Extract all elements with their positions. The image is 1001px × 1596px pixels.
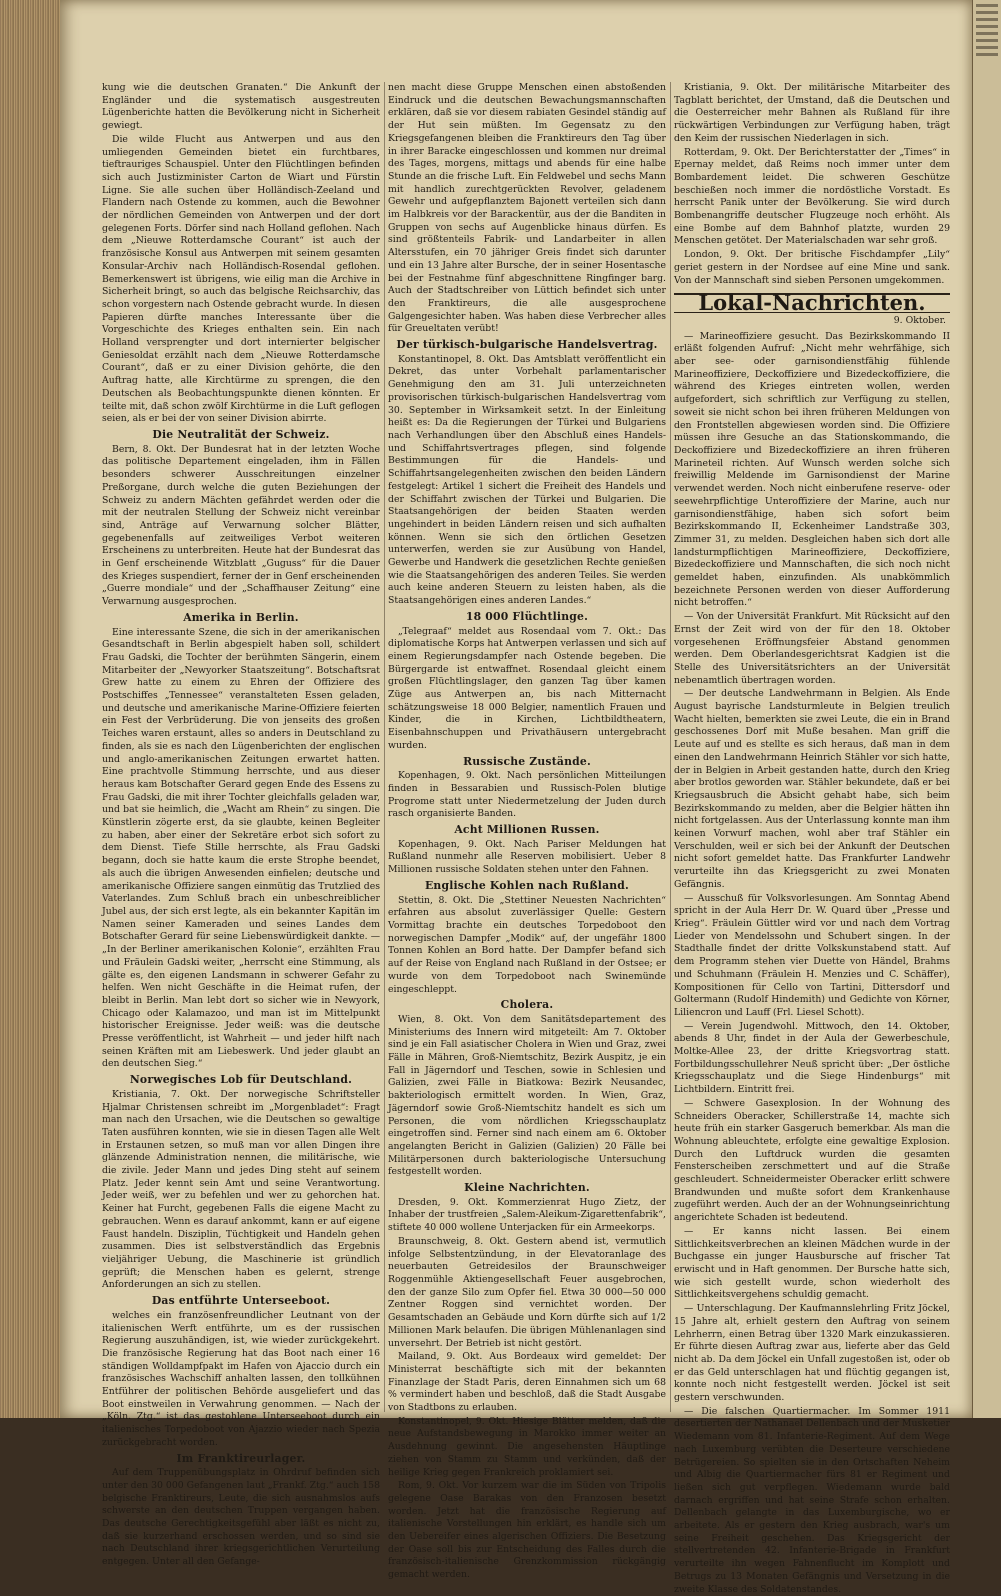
article-text: Dresden, 9. Okt. Kommerzienrat Hugo Zietz, der Inhaber der trustfreien „Salem-Aleikum-Zigarettenfabrik“, stiftete 40 000 wollene Unterjacken für ein Armeekorps. bbox=[388, 1196, 666, 1234]
article-text: Konstantinopel, 9. Okt. Hiesige Blätter melden, daß die neue Aufstandsbewegung in Marokko immer weiter an Ausdehnung gewinnt. Die angesehensten Häuptlinge ziehen von Stamm zu Stamm und verkünden, daß der heilige Krieg gegen Frankreich proklamiert sei. bbox=[388, 1415, 666, 1478]
column-2 bbox=[388, 82, 666, 1581]
headline: Acht Millionen Russen. bbox=[454, 823, 600, 837]
article-text: Konstantinopel, 8. Okt. Das Amtsblatt veröffentlicht ein Dekret, das unter Vorbehalt parlamentarischer Genehmigung den am 31. Juli unterzeichneten provisorischen türkisch-bulgarischen Handelsvertrag vom 30. September in Wirksamkeit setzt. In der Einleitung heißt es: Da die Regierungen der Türkei und Bulgariens nach Verhandlungen über den Abschluß eines Handels- und Schiffahrtsvertrages pflegen, sind folgende Bestimmungen für die Handels- und Schiffahrtsangelegenheiten zwischen den beiden Ländern festgelegt: Artikel 1 sichert die Freiheit des Handels und der Schiffahrt zwischen der Türkei und Bulgarien. Die Staatsangehörigen der beiden Staaten werden ungehindert in beiden Ländern reisen und sich aufhalten können. Wenn sie sich den örtlichen Gesetzen unterwerfen, werden sie zur Ausübung von Handel, Gewerbe und Handwerk die gesetzlichen Rechte genießen wie die Staatsangehörigen des anderen Teiles. Sie werden auch keine anderen Steuern zu leisten haben, als die Staatsangehörigen eines anderen Landes.“ bbox=[388, 353, 666, 607]
article-text: — Ausschuß für Volksvorlesungen. Am Sonntag Abend spricht in der Aula Herr Dr. W. Quard über „Presse und Krieg“. Fräulein Güttler wird vor und nach dem Vortrag Lieder von Mendelssohn und Schubert singen. In der Stadthalle findet der dritte Volkskunstabend statt. Auf dem Programm stehen vier Duette von Händel, Brahms und Schuhmann (Fräulein H. Menzies und C. Schäffer), Kompositionen für Cello von Tartini, Dittersdorf und Goltermann (Rudolf Hindemith) und Gedichte von Körner, Liliencron und Lauff (Frl. Liesel Schott). bbox=[674, 892, 950, 1018]
article-text: Braunschweig, 8. Okt. Gestern abend ist, vermutlich infolge Selbstentzündung, in der Elevatoranlage des neuerbauten Getreidesilos der Braunschweiger Roggenmühle Aktiengesellschaft Feuer ausgebrochen, den der ganze Silo zum Opfer fiel. Etwa 30 000—50 000 Zentner Roggen sind vernichtet worden. Der Gesamtschaden an Gebäude und Korn dürfte sich auf 1/2 Millionen Mark belaufen. Die übrigen Mühlenanlagen sind unversehrt. Der Betrieb ist nicht gestört. bbox=[388, 1235, 666, 1349]
article-text: „Telegraaf“ meldet aus Rosendaal vom 7. Okt.: Das diplomatische Korps hat Antwerpen verlassen und sich auf einem Regierungsdampfer nach Ostende begeben. Die Bürgergarde ist entwaffnet. Rosendaal gleicht einem großen Flüchtlingslager, den ganzen Tag über kamen Züge aus Antwerpen an, bis nach Mitternacht schätzungsweise 18 000 Belgier, namentlich Frauen und Kinder, die in Kirchen, Lichtbildtheatern, Eisenbahnschuppen und Privathäusern untergebracht wurden. bbox=[388, 625, 666, 751]
headline: Im Franktireurlager. bbox=[176, 1451, 306, 1465]
column-3 bbox=[674, 82, 950, 1595]
section-title: Lokal-Nachrichten. bbox=[674, 293, 950, 313]
article-text: Kopenhagen, 9. Okt. Nach Pariser Meldungen hat Rußland nunmehr alle Reserven mobilisiert. Ueber 8 Millionen russische Soldaten stehen unter den Fahnen. bbox=[388, 838, 666, 876]
article-text: London, 9. Okt. Der britische Fischdampfer „Lily“ geriet gestern in der Nordsee auf eine Mine und sank. Von der Mannschaft sind sieben Personen umgekommen. bbox=[674, 249, 950, 286]
article-text: — Von der Universität Frankfurt. Mit Rücksicht auf den Ernst der Zeit wird von der für den 18. Oktober vorgesehenen Eröffnungsfeier Abstand genommen werden. Dem Oberlandesgerichtsrat Kadgien ist die Stelle des Universitätsrichters an der Universität nebenamtlich übertragen worden. bbox=[674, 611, 950, 686]
article-text: Kopenhagen, 9. Okt. Nach persönlichen Mitteilungen finden in Bessarabien und Russisch-Polen blutige Progrome statt unter Niedermetzelung der Juden durch rasch organisierte Banden. bbox=[388, 770, 666, 820]
column-rule bbox=[384, 82, 385, 1412]
article-text: — Verein Jugendwohl. Mittwoch, den 14. Oktober, abends 8 Uhr, findet in der Aula der Gewerbeschule, Moltke-Allee 23, der dritte Kriegsvortrag statt. Fortbildungsschullehrer Neuß spricht über: „Der östliche Kriegsschauplatz und die Siege Hindenburgs“ mit Lichtbildern. Eintritt frei. bbox=[674, 1020, 950, 1096]
headline: Amerika in Berlin. bbox=[183, 610, 299, 624]
article-text: — Schwere Gasexplosion. In der Wohnung des Schneiders Oberacker, Schillerstraße 14, machte sich heute früh ein starker Gasgeruch bemerkbar. Als man die Wohnung ableuchtete, erfolgte eine gewaltige Explosion. Durch den Luftdruck wurden die gesamten Fensterscheiben zerschmettert und auf die Straße geschleudert. Schneidermeister Oberacker erlitt schwere Brandwunden und mußte sofort dem Krankenhause zugeführt werden. Auch der an der Wohnungseinrichtung angerichtete Schaden ist bedeutend. bbox=[674, 1097, 950, 1224]
article-text: — Die falschen Quartiermacher. Im Sommer 1911 desertierten der Nathanael Dellenbach und der Musketier Wiedemann vom 81. Infanterie-Regiment. Auf dem Wege nach Luxemburg verübten die Deserteure verschiedene Betrügereien. So spielten sie in den Ortschaften Neheim und Albig die Quartiermacher fürs 81 er Regiment und ließen sich gut verpflegen. Wiedemann wurde bald darnach ergriffen und hat seine Strafe schon erhalten. Dellenbach gelangte in das Luxemburgische, wo er arbeitete. Als er gestern den Krieg ausbrach, war's um seine Freiheit geschehen. Das Kriegsgericht der stellvertretenden 42. Infanterie-Brigade in Frankfurt verurteilte ihn wegen Fahnenflucht im Komplott und Betrugs zu 13 Monaten Gefängnis und Versetzung in die zweite Klasse des Soldatenstandes. bbox=[674, 1405, 950, 1595]
headline: Englische Kohlen nach Rußland. bbox=[424, 878, 630, 892]
article-text: Kristiania, 7. Okt. Der norwegische Schriftsteller Hjalmar Christensen schreibt im „Morgenbladet“: Fragt man nach den Ursachen, wie die Deutschen so gewaltige Taten ausführen konnten, wie sie in diesen Tagen alle Welt in Erstaunen setzen, so muß man vor allen Dingen ihre glänzende Administration nennen, die militärische, wie die zivile. Jeder Mann und jedes Ding steht auf seinem Platz. Jeder kennt sein Amt und seine Verantwortung. Jeder weiß, wer zu befehlen und wer zu gehorchen hat. Keiner hat Furcht, gegebenen Falls die eigene Macht zu gebrauchen. Wenn es darauf ankommt, kann er auf eigene Faust handeln. Disziplin, Tüchtigkeit und Handeln gehen zusammen. Dies ist selbstverständlich das Ergebnis vieljähriger Uebung, die Maschinerie ist gründlich geprüft; die Menschen haben es gelernt, strenge Anforderungen an sich zu stellen. bbox=[102, 1088, 380, 1291]
headline: 18 000 Flüchtlinge. bbox=[465, 609, 589, 623]
article-text: Eine interessante Szene, die sich in der amerikanischen Gesandtschaft in Berlin abgespielt haben soll, schildert Frau Gadski, die Tochter der berühmten Sängerin, einem Mitarbeiter der „Newyorker Staatszeitung“. Botschaftsrat Grew hatte zu einem zu Ehren der Offiziere des Postschiffes „Tennessee“ veranstalteten Essen geladen, und deutsche und amerikanische Marine-Offiziere feierten ein Fest der Verbrüderung. Die von jenseits des großen Teiches waren erstaunt, alles so anders in Deutschland zu finden, als sie es nach den Lügenberichten der englischen und anglo-amerikanischen Zeitungen erwartet hatten. Eine prachtvolle Stimmung herrschte, und aus dieser heraus kam Botschafter Gerard gegen Ende des Essens zu Frau Gadski, die mit ihrer Tochter gleichfalls geladen war, und bat sie heimlich, die „Wacht am Rhein“ zu singen. Die Künstlerin zögerte erst, da sie glaubte, keinen Begleiter zu haben, aber einer der Sekretäre erbot sich sofort zu dem Dienst. Tiefe Stille herrschte, als Frau Gadski begann, doch sie hatte kaum die erste Strophe beendet, als auch die übrigen Anwesenden einfielen; deutsche und amerikanische Offiziere sangen einmütig das Trutzlied des Vaterlandes. Zum Schluß brach ein unbeschreiblicher Jubel aus, der sich erst legte, als ein bekannter Kapitän im Namen seiner Kameraden und seines Landes dem Botschafter Gerard für seine Liebenswürdigkeit dankte. — „In der Berliner amerikanischen Kolonie“, erzählten Frau und Fräulein Gadski weiter, „herrscht eine Stimmung, als gälte es, den eigenen Landsmann in schwerer Gefahr zu helfen. Wen nicht Geschäfte in die Heimat rufen, der bleibt in Berlin. Man lebt dort so sicher wie in Newyork, Chicago oder Kalamazoo, und man ist im Mittelpunkt historischer Ereignisse. Jeder weiß: was die deutsche Presse veröffentlicht, ist Wahrheit — und jeder hilft nach seinen Kräften mit am Liebeswerk. Und jeder glaubt an den deutschen Sieg.“ bbox=[102, 626, 380, 1070]
article-text: — Er kanns nicht lassen. Bei einem Sittlichkeitsverbrechen an kleinen Mädchen wurde in der Buchgasse ein junger Hausbursche auf frischer Tat erwischt und in Haft genommen. Der Bursche hatte sich, wie sich gestellt wurde, schon wiederholt des Sittlichkeitsvergehens schuldig gemacht. bbox=[674, 1225, 950, 1301]
article-text: — Marineoffiziere gesucht. Das Bezirkskommando II erläßt folgenden Aufruf: „Nicht mehr wehrfähige, sich aber see- oder garnisondienstfähig fühlende Marineoffiziere, Deckoffiziere und Bizedeckoffiziere, die während des Krieges eintreten wollen, werden aufgefordert, sich schriftlich zur Verfügung zu stellen, soweit sie nicht schon bei ihren früheren Meldungen von den Frontstellen abgewiesen worden sind. Die Offiziere müssen ihre Gesuche an das Stationskommando, die Deckoffiziere und Bizedeckoffiziere an ihren früheren Marineteil richten. Auf Wunsch werden solche sich freiwillig Meldende im Garnisondienst der Marine verwendet werden. Noch nicht einberufene reserve- oder seewehrpflichtige Unteroffiziere der Marine, auch nur garnisondienstfähige, haben sich sofort beim Bezirkskommando II, Eckenheimer Landstraße 303, Zimmer 31, zu melden. Desgleichen haben sich dort alle landsturmpflichtigen Marineoffiziere, Deckoffiziere, Bizedeckoffiziere und Mannschaften, die sich noch nicht gemeldet haben, einzufinden. Als unabkömmlich bezeichnete Personen werden von dieser Aufforderung nicht betroffen.“ bbox=[674, 330, 950, 609]
article-text: Bern, 8. Okt. Der Bundesrat hat in der letzten Woche das politische Departement eingeladen, ihm in Fällen besonders schwerer Ausschreitungen einzelner Preßorgane, durch welche die guten Beziehungen der Schweiz zu andern Mächten gefährdet werden oder die mit der neutralen Stellung der Schweiz nicht vereinbar sind, Anträge auf Verwarnung solcher Blätter, gegebenenfalls auf zeitweiliges Verbot weiteren Erscheinens zu unterbreiten. Heute hat der Bundesrat das in Genf erscheinende Witzblatt „Guguss“ für die Dauer des Krieges suspendiert, ferner der in Genf erscheinenden „Guerre mondiale“ und der „Schaffhauser Zeitung“ eine Verwarnung ausgesprochen. bbox=[102, 443, 380, 608]
article-text: Auf dem Truppenübungsplatz in Ohrdruf befinden sich unter den 30 000 Gefangenen laut „Frankf. Ztg.“ auch 158 belgische Franktireurs, Leute, die sich ausnahmslos aufs schwerste an den deutschen Truppen vergangen haben. Das deutsche Gerechtigkeitsgefühl aber läßt es nicht zu, daß sie kurzerhand erschossen werden, und so sind sie nach Deutschland ihrer kriegsgerichtlichen Verurteilung entgegen. Unter all den Gefange- bbox=[102, 1467, 380, 1568]
article-text: welches ein französenfreundlicher Leutnant von der italienischen Werft entführte, um es der russischen Regierung auszuhändigen, ist, wie wieder zurückgekehrt. Die französische Regierung hat das Boot nach einer 16 ständigen Wolldampfpakt im Hafen von Ajaccio durch ein französisches Wachschiff anhalten lassen, den tollkühnen Entführer der politischen Behörde ausgeliefert und das Boot einstweilen in Verwahrung genommen. — Nach der „Köln. Ztg.“ ist das gestohlene Unterseeboot durch ein italienisches Torpedoboot von Ajazzio wieder nach Spezia zurückgebracht worden. bbox=[102, 1309, 380, 1448]
article-text: — Unterschlagung. Der Kaufmannslehrling Fritz Jöckel, 15 Jahre alt, erhielt gestern den Auftrag von seinem Lehrherrn, einen Betrag über 1320 Mark einzukassieren. Er führte diesen Auftrag zwar aus, lieferte aber das Geld nicht ab. Da dem Jöckel ein Unfall zugestoßen ist, oder ob er das Geld unterschlagen hat und flüchtig gegangen ist, konnte noch nicht festgestellt werden. Jöckel ist seit gestern verschwunden. bbox=[674, 1303, 950, 1404]
headline: Norwegisches Lob für Deutschland. bbox=[129, 1073, 353, 1087]
article-text: Mailand, 9. Okt. Aus Bordeaux wird gemeldet: Der Ministerrat beschäftigte sich mit der bekannten Finanzlage der Stadt Paris, deren Einnahmen sich um 68 % vermindert haben und beschloß, daß die Stadt Ausgabe von Stadtbons zu erlauben. bbox=[388, 1351, 666, 1414]
article-text: nen macht diese Gruppe Menschen einen abstoßenden Eindruck und die deutschen Bewachungsmannschaften erklären, daß sie vor diesem rabiaten Gesindel ständig auf der Hut sein müßten. Im Gegensatz zu den Kriegsgefangenen bleiben die Franktireurs den Tag über in ihrer Baracke eingeschlossen und kommen nur dreimal des Tages, morgens, mittags und abends für eine halbe Stunde an die frische Luft. Ein Feldwebel und sechs Mann mit handlich zurechtgerückten Revolver, geladenem Gewehr und aufgepflanztem Bajonett verteilen sich dann im Halbkreis vor der Barackentür, aus der die Banditen in Gruppen von sechs auf Augenblicke hinaus dürfen. Es sind größtenteils Fabrik- und Landarbeiter in allen Altersstufen, ein 70 jähriger Greis findet sich darunter und ein 13 Jahre alter Bursche, der in seiner Hosentasche bei der Festnahme fünf abgeschnittene Ringfinger barg. Auch der Stadtschreiber von Lüttich befindet sich unter den Franktireurs, die alle ausgesprochene Galgengesichter haben. Was haben diese Verbrecher alles für Greueltaten verübt! bbox=[388, 82, 666, 335]
section-date: 9. Oktober. bbox=[893, 314, 946, 326]
headline: Der türkisch-bulgarische Handelsvertrag. bbox=[396, 338, 658, 352]
article-text: Stettin, 8. Okt. Die „Stettiner Neuesten Nachrichten“ erfahren aus absolut zuverlässiger Quelle: Gestern Vormittag brachte ein deutsches Torpedoboot den norwegischen Dampfer „Modik“ auf, der ungefähr 1800 Tonnen Kohlen an Bord hatte. Der Dampfer befand sich auf der Reise von England nach Rußland in der Ostsee; er wurde von dem Torpedoboot nach Swinemünde eingeschleppt. bbox=[388, 894, 666, 995]
article-text: Wien, 8. Okt. Von dem Sanitätsdepartement des Ministeriums des Innern wird mitgeteilt: Am 7. Oktober sind je ein Fall asiatischer Cholera in Wien und Graz, zwei Fälle in Mähren, Groß-Niemtschitz, Bezirk Auspitz, je ein Fall in Jägerndorf und Teschen, sowie in Schlesien und Galizien, zwei Fälle in Biatkowa: Bezirk Neusandec, bakteriologisch ermittelt worden. In Wien, Graz, Jägerndorf sowie Groß-Niemtschitz handelt es sich um Personen, die vom nördlichen Kriegsschauplatz eingetroffen sind. Ferner sind nach einem am 6. Oktober angelangten Bericht in Galizien (Galizien) 20 Fälle bei Militärpersonen durch bakteriologische Untersuchung festgestellt worden. bbox=[388, 1013, 666, 1178]
column-1 bbox=[102, 82, 380, 1568]
column-rule bbox=[670, 82, 671, 1412]
headline: Russische Zustände. bbox=[463, 754, 591, 768]
article-text: — Der deutsche Landwehrmann in Belgien. Als Ende August bayrische Landsturmleute in Belgien treulich Wacht hielten, bemerkten sie zwei Leute, die ein in Brand geschossenes Dorf mit Muße besahen. Man griff die Leute auf und es stellte es sich heraus, daß man in dem einen den Landwehrmann Heinrich Stähler vor sich hatte, der in Belgien in Arbeit gestanden hatte, durch den Krieg aber brotlos geworden war. Stähler bekundete, daß er bei Kriegsausbruch die Absicht gehabt habe, sich beim Bezirkskommando zu melden, aber die Belgier hätten ihn nicht fortgelassen. Aus der Unterlassung konnte man ihm keinen Vorwurf machen, wohl aber traf Stähler ein Verschulden, weil er sich bei der Ankunft der Deutschen nicht sofort gemeldet hatte. Das Frankfurter Landwehr verurteilte ihn das Kriegsgericht zu zwei Monaten Gefängnis. bbox=[674, 688, 950, 890]
article-text: Kristiania, 9. Okt. Der militärische Mitarbeiter des Tagblatt berichtet, der Umstand, daß die Deutschen und die Oesterreicher mehr Bahnen als Rußland für ihre rückwärtigen Verbindungen zur Verfügung haben, trägt den Keim der russischen Niederlagen in sich. bbox=[674, 82, 950, 144]
article-text: Die wilde Flucht aus Antwerpen und aus den umliegenden Gemeinden bietet ein furchtbares, tieftrauriges Schauspiel. Unter den Flüchtlingen befinden sich auch Justizminister Carton de Wiart und Fürstin Ligne. Sie alle suchen über Holländisch-Zeeland und Flandern nach Ostende zu kommen, auch die Bewohner der nördlichen Gemeinden von Antwerpen und der dort gelegenen Forts. Dörfer sind nach Holland geflohen. Nach dem „Nieuwe Rotterdamsche Courant“ ist auch der französische Konsul aus Antwerpen mit seinem gesamten Konsular-Archiv nach Holländisch-Rosendal geflohen. Bemerkenswert ist übrigens, wie eilig man die Archive in Sicherheit bringt, so auch das belgische Reichsarchiv, das schon vorgestern nach Ostende gebracht wurde. In diesen Papieren dürfte manches Interessante über die Vorgeschichte des Krieges enthalten sein. Ein nach Holland versprengter und dort internierter belgischer Geniesoldat erzählt nach dem „Nieuwe Rotterdamsche Courant“, daß er zu einer Division gehörte, die den Auftrag hatte, alle Kirchtürme zu sprengen, die den Deutschen als Beobachtungspunkte dienen könnten. Er teilte mit, daß schon zwölf Kirchtürme in die Luft geflogen seien, als er bei der von seiner Division abirrte. bbox=[102, 133, 380, 425]
headline: Die Neutralität der Schweiz. bbox=[152, 427, 330, 441]
headline: Kleine Nachrichten. bbox=[464, 1181, 590, 1195]
article-text: Rom, 9. Okt. Vor kurzem war die im Süden von Tripolis gelegene Oase Barakas von den Franzosen besetzt worden. Jetzt hat die französische Regierung auf italienische Vorstellungen hin erklärt, es handle sich um den Uebereifer eines algerischen Offiziers. Die Besetzung der Oase soll bis zur Entscheidung des Falles durch die französisch-italienische Grenzkommission rückgängig gemacht werden. bbox=[388, 1480, 666, 1581]
book-page-stack bbox=[0, 0, 60, 1418]
adjacent-page-edge bbox=[972, 0, 1001, 1418]
headline: Das entführte Unterseeboot. bbox=[151, 1294, 331, 1308]
headline: Cholera. bbox=[500, 998, 554, 1012]
article-text: Rotterdam, 9. Okt. Der Berichterstatter der „Times“ in Epernay meldet, daß Reims noch immer unter dem Bombardement leidet. Die schweren Geschütze beschießen noch immer die nordöstliche Vorstadt. Es herrscht Panik unter der Bevölkerung. Sie wird durch Bombenangriffe deutscher Flugzeuge noch erhöht. Als eine Bombe auf dem Bahnhof platzte, wurden 29 Menschen getötet. Der Materialschaden war sehr groß. bbox=[674, 146, 950, 247]
article-text: kung wie die deutschen Granaten.“ Die Ankunft der Engländer und die systematisch ausgestreuten Lügenberichte hatten die Bevölkerung nicht in Sicherheit gewiegt. bbox=[102, 82, 380, 132]
